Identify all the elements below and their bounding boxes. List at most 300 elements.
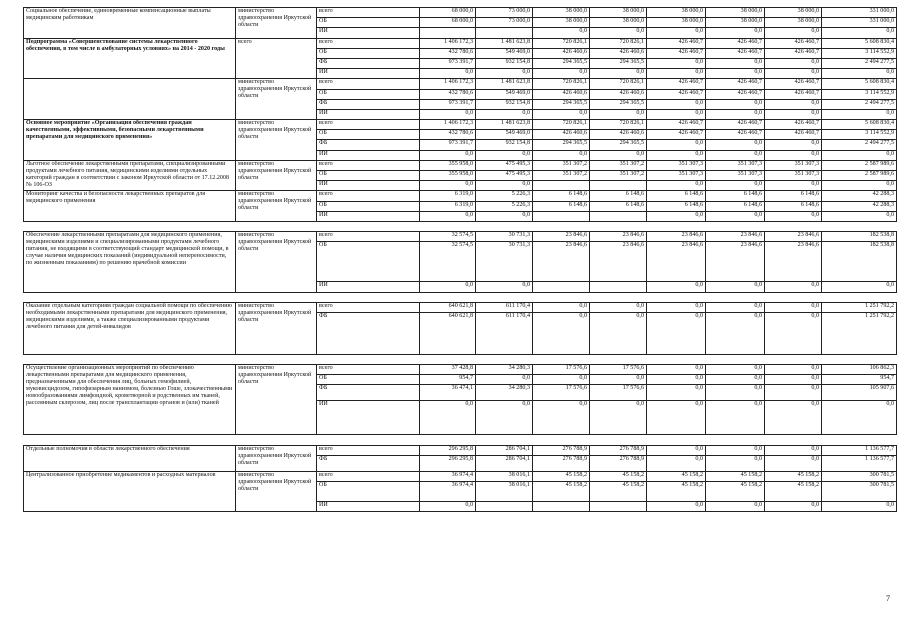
total-value: 300 781,5 (822, 471, 897, 481)
year-value: 426 460,6 (533, 130, 590, 140)
year-value: 6 148,6 (647, 191, 706, 201)
table-row (24, 471, 897, 481)
year-value: 0,0 (765, 401, 822, 435)
year-value: 611 170,4 (476, 312, 533, 354)
total-value: 0,0 (822, 28, 897, 38)
year-value: 0,0 (706, 99, 765, 109)
year-value: 6 148,6 (765, 191, 822, 201)
year-value: 6 148,6 (533, 201, 590, 211)
year-value: 475 495,3 (476, 171, 533, 181)
funding-source: всего (317, 445, 420, 455)
year-value: 23 846,6 (765, 232, 822, 242)
year-value (590, 502, 647, 512)
year-value: 426 460,7 (706, 48, 765, 58)
funding-source: ИИ (317, 181, 420, 191)
funding-source: ИИ (317, 150, 420, 160)
year-value: 45 158,2 (533, 471, 590, 481)
funding-source: ОБ (317, 130, 420, 140)
year-value: 954,7 (420, 375, 476, 385)
year-value (476, 28, 533, 38)
year-value: 0,0 (706, 181, 765, 191)
year-value: 0,0 (647, 385, 706, 401)
year-value: 0,0 (533, 109, 590, 119)
table-row (24, 38, 897, 48)
year-value: 6 148,6 (706, 201, 765, 211)
year-value: 296 295,8 (420, 455, 476, 471)
funding-source: ОБ (317, 18, 420, 28)
total-value: 3 114 552,9 (822, 48, 897, 58)
year-value: 30 731,3 (476, 232, 533, 242)
year-value: 0,0 (647, 502, 706, 512)
total-value: 0,0 (822, 69, 897, 79)
total-value: 3 114 552,9 (822, 130, 897, 140)
total-value: 42 288,3 (822, 201, 897, 211)
funding-source: ОБ (317, 89, 420, 99)
year-value: 0,0 (647, 181, 706, 191)
year-value: 296 295,8 (420, 445, 476, 455)
year-value: 351 307,3 (765, 171, 822, 181)
total-value: 0,0 (822, 109, 897, 119)
year-value: 1 481 623,8 (476, 120, 533, 130)
group-separator (24, 292, 897, 302)
year-value: 0,0 (765, 445, 822, 455)
year-value: 0,0 (765, 109, 822, 119)
year-value: 0,0 (420, 181, 476, 191)
year-value: 426 460,7 (765, 48, 822, 58)
year-value: 276 788,9 (590, 445, 647, 455)
year-value: 0,0 (765, 282, 822, 292)
year-value: 38 016,1 (476, 471, 533, 481)
year-value: 0,0 (647, 109, 706, 119)
table-row (24, 120, 897, 130)
year-value: 23 846,6 (765, 242, 822, 282)
responsible-executor: всего (236, 38, 317, 79)
year-value: 0,0 (420, 211, 476, 221)
group-separator (24, 435, 897, 445)
funding-source: всего (317, 191, 420, 201)
funding-source: ИИ (317, 69, 420, 79)
measure-name: Мониторинг качества и безопасности лекарственных препаратов для медицинского применения (24, 191, 236, 222)
year-value: 0,0 (765, 58, 822, 68)
year-value: 0,0 (476, 181, 533, 191)
year-value: 0,0 (706, 140, 765, 150)
year-value: 0,0 (420, 502, 476, 512)
year-value: 426 460,7 (765, 38, 822, 48)
funding-source: ОБ (317, 48, 420, 58)
funding-source: ИИ (317, 28, 420, 38)
responsible-executor: министерство здравоохранения Иркутской области (236, 120, 317, 161)
year-value: 0,0 (590, 109, 647, 119)
year-value: 0,0 (706, 109, 765, 119)
year-value: 23 846,6 (647, 232, 706, 242)
year-value: 38 000,0 (590, 8, 647, 18)
year-value: 0,0 (765, 150, 822, 160)
funding-source: ОБ (317, 242, 420, 282)
year-value: 426 460,6 (590, 130, 647, 140)
year-value: 23 846,6 (706, 242, 765, 282)
table-row (24, 191, 897, 201)
year-value: 45 158,2 (706, 471, 765, 481)
year-value: 0,0 (765, 69, 822, 79)
year-value: 0,0 (533, 312, 590, 354)
year-value: 23 846,6 (533, 242, 590, 282)
total-value: 0,0 (822, 150, 897, 160)
measure-name: Основное мероприятие «Организация обеспечения граждан качественными, эффективными, безопасными лекарственными препаратами для медицинского применения» (24, 120, 236, 161)
year-value: 475 495,3 (476, 160, 533, 170)
year-value: 6 148,6 (765, 201, 822, 211)
funding-source: ФБ (317, 58, 420, 68)
year-value: 426 460,7 (706, 120, 765, 130)
year-value: 38 000,0 (647, 8, 706, 18)
year-value: 36 974,4 (420, 471, 476, 481)
year-value: 426 460,7 (765, 120, 822, 130)
year-value: 0,0 (765, 375, 822, 385)
funding-source: всего (317, 302, 420, 312)
year-value: 45 158,2 (647, 482, 706, 502)
year-value: 286 704,1 (476, 445, 533, 455)
funding-source: ФБ (317, 455, 420, 471)
year-value: 0,0 (476, 401, 533, 435)
responsible-executor: министерство здравоохранения Иркутской области (236, 445, 317, 471)
year-value: 0,0 (533, 69, 590, 79)
year-value: 0,0 (647, 150, 706, 160)
year-value: 17 576,6 (590, 385, 647, 401)
table-row (24, 302, 897, 312)
year-value: 45 158,2 (647, 471, 706, 481)
year-value: 1 481 623,8 (476, 79, 533, 89)
year-value: 68 000,0 (420, 18, 476, 28)
year-value: 0,0 (647, 69, 706, 79)
year-value: 0,0 (590, 69, 647, 79)
year-value: 17 576,6 (590, 365, 647, 375)
year-value: 973 391,7 (420, 99, 476, 109)
year-value: 932 154,8 (476, 140, 533, 150)
year-value: 23 846,6 (590, 232, 647, 242)
year-value: 720 826,1 (533, 38, 590, 48)
year-value: 426 460,7 (647, 120, 706, 130)
year-value: 1 481 623,8 (476, 38, 533, 48)
year-value: 0,0 (765, 99, 822, 109)
year-value (533, 502, 590, 512)
funding-source: ОБ (317, 482, 420, 502)
year-value: 0,0 (533, 150, 590, 160)
year-value: 351 307,2 (533, 160, 590, 170)
year-value (533, 181, 590, 191)
year-value: 38 016,1 (476, 482, 533, 502)
year-value: 6 319,0 (420, 201, 476, 211)
year-value: 0,0 (706, 58, 765, 68)
group-separator (24, 354, 897, 364)
year-value: 0,0 (590, 302, 647, 312)
year-value: 351 307,3 (706, 160, 765, 170)
funding-source: ИИ (317, 502, 420, 512)
year-value: 549 469,0 (476, 48, 533, 58)
funding-source: всего (317, 160, 420, 170)
year-value: 640 621,8 (420, 312, 476, 354)
year-value: 34 280,3 (476, 365, 533, 375)
total-value: 0,0 (822, 502, 897, 512)
funding-source: ОБ (317, 201, 420, 211)
funding-source: всего (317, 38, 420, 48)
measure-name: Подпрограмма «Совершенствование системы лекарственного обеспечения, в том числе в амбулаторных условиях» на 2014 - 2020 годы (24, 38, 236, 79)
year-value: 0,0 (706, 302, 765, 312)
total-value: 106 862,3 (822, 365, 897, 375)
year-value: 294 365,5 (590, 140, 647, 150)
year-value: 0,0 (647, 211, 706, 221)
year-value: 276 788,9 (590, 455, 647, 471)
year-value: 45 158,2 (765, 471, 822, 481)
year-value (533, 282, 590, 292)
year-value: 0,0 (706, 365, 765, 375)
year-value: 0,0 (647, 365, 706, 375)
year-value: 720 826,1 (590, 38, 647, 48)
year-value (590, 282, 647, 292)
funding-source: ФБ (317, 385, 420, 401)
year-value: 45 158,2 (590, 471, 647, 481)
year-value: 0,0 (647, 312, 706, 354)
year-value: 38 000,0 (706, 18, 765, 28)
total-value: 300 781,5 (822, 482, 897, 502)
year-value: 0,0 (706, 375, 765, 385)
year-value: 0,0 (420, 282, 476, 292)
year-value: 0,0 (590, 401, 647, 435)
year-value: 36 474,1 (420, 385, 476, 401)
year-value: 426 460,6 (533, 89, 590, 99)
year-value: 0,0 (533, 401, 590, 435)
total-value: 0,0 (822, 401, 897, 435)
funding-source: ОБ (317, 171, 420, 181)
year-value: 1 406 172,3 (420, 38, 476, 48)
year-value: 38 000,0 (765, 18, 822, 28)
year-value: 276 788,9 (533, 455, 590, 471)
year-value: 0,0 (765, 140, 822, 150)
total-value: 2 494 277,5 (822, 140, 897, 150)
funding-source: всего (317, 120, 420, 130)
responsible-executor: министерство здравоохранения Иркутской области (236, 191, 317, 222)
year-value: 23 846,6 (533, 232, 590, 242)
funding-source: ИИ (317, 211, 420, 221)
year-value: 426 460,6 (590, 89, 647, 99)
year-value: 38 000,0 (533, 8, 590, 18)
year-value: 36 974,4 (420, 482, 476, 502)
year-value: 0,0 (706, 211, 765, 221)
year-value: 0,0 (420, 69, 476, 79)
funding-source: ФБ (317, 312, 420, 354)
year-value: 0,0 (765, 28, 822, 38)
year-value: 0,0 (765, 312, 822, 354)
measure-name: Обеспечение лекарственными препаратами для медицинского применения, медицинскими изделиями и специализированными продуктами лечебного питания, не входящими в соответствующий стандарт медицинской помощи, в случае наличия медицинских показаний (индивидуальной непереносимости, по жизненным показаниям) по решению врачебной комиссии (24, 232, 236, 292)
year-value: 32 574,5 (420, 232, 476, 242)
year-value: 426 460,7 (647, 89, 706, 99)
separator-cell (24, 435, 897, 445)
year-value: 0,0 (765, 385, 822, 401)
table-row (24, 445, 897, 455)
year-value: 294 365,5 (533, 58, 590, 68)
year-value: 0,0 (590, 375, 647, 385)
year-value: 294 365,5 (533, 99, 590, 109)
total-value: 3 114 552,9 (822, 89, 897, 99)
year-value: 294 365,5 (533, 140, 590, 150)
year-value: 0,0 (533, 375, 590, 385)
year-value: 1 406 172,3 (420, 79, 476, 89)
table-row (24, 79, 897, 89)
funding-source: всего (317, 365, 420, 375)
year-value: 0,0 (765, 502, 822, 512)
year-value: 720 826,1 (590, 120, 647, 130)
year-value: 73 000,0 (476, 8, 533, 18)
funding-source: всего (317, 79, 420, 89)
year-value: 0,0 (706, 69, 765, 79)
year-value: 0,0 (647, 401, 706, 435)
group-separator (24, 221, 897, 231)
year-value: 0,0 (765, 302, 822, 312)
year-value: 549 469,0 (476, 89, 533, 99)
measure-name: Осуществление организационных мероприятий по обеспечению лекарственными препаратами для медицинского применения, предназначенными для обеспечения лиц, больных гемофилией, муковисцидозом, гипофизарным нанизмом, болезнью Гоше, злокачественными новообразованиями лимфоидной, кроветворной и родственных им тканей, рассеянным склерозом, лиц после трансплантации органов и (или) тканей (24, 365, 236, 435)
year-value: 426 460,7 (647, 79, 706, 89)
year-value: 0,0 (420, 401, 476, 435)
total-value: 2 587 989,6 (822, 171, 897, 181)
year-value: 351 307,2 (590, 160, 647, 170)
year-value: 23 846,6 (647, 242, 706, 282)
year-value: 34 280,3 (476, 385, 533, 401)
year-value: 38 000,0 (590, 18, 647, 28)
total-value: 331 000,0 (822, 8, 897, 18)
year-value: 6 148,6 (647, 201, 706, 211)
measure-name: Оказание отдельным категориям граждан социальной помощи по обеспечению необходимыми лекарственными препаратами для медицинского применения, медицинскими изделиями, а также специализированными продуктами лечебного питания для детей-инвалидов (24, 302, 236, 354)
year-value: 294 365,5 (590, 99, 647, 109)
year-value: 355 958,0 (420, 171, 476, 181)
separator-cell (24, 354, 897, 364)
year-value: 426 460,7 (765, 79, 822, 89)
total-value: 1 136 577,7 (822, 445, 897, 455)
year-value: 0,0 (533, 302, 590, 312)
year-value: 17 576,6 (533, 365, 590, 375)
financing-table (23, 7, 897, 512)
year-value: 0,0 (706, 150, 765, 160)
year-value: 5 226,3 (476, 201, 533, 211)
year-value: 0,0 (647, 58, 706, 68)
year-value (420, 28, 476, 38)
year-value: 0,0 (476, 150, 533, 160)
page-number: 7 (886, 594, 890, 603)
year-value: 973 391,7 (420, 140, 476, 150)
year-value: 0,0 (647, 455, 706, 471)
year-value: 45 158,2 (590, 482, 647, 502)
funding-source: ФБ (317, 99, 420, 109)
year-value (533, 211, 590, 221)
year-value: 720 826,1 (590, 79, 647, 89)
total-value: 331 000,0 (822, 18, 897, 28)
year-value: 6 148,6 (590, 201, 647, 211)
year-value: 276 788,9 (533, 445, 590, 455)
total-value: 5 608 830,4 (822, 38, 897, 48)
year-value: 640 621,8 (420, 302, 476, 312)
year-value: 611 170,4 (476, 302, 533, 312)
year-value: 432 780,6 (420, 130, 476, 140)
year-value: 351 307,3 (647, 160, 706, 170)
total-value: 0,0 (822, 211, 897, 221)
year-value: 0,0 (476, 109, 533, 119)
funding-source: ОБ (317, 375, 420, 385)
funding-source: ИИ (317, 282, 420, 292)
funding-source: всего (317, 8, 420, 18)
total-value: 2 494 277,5 (822, 58, 897, 68)
total-value: 2 587 989,6 (822, 160, 897, 170)
year-value: 0,0 (647, 99, 706, 109)
funding-source: всего (317, 471, 420, 481)
year-value: 294 365,5 (590, 58, 647, 68)
year-value: 426 460,6 (533, 48, 590, 58)
year-value: 17 576,6 (533, 385, 590, 401)
year-value: 38 000,0 (706, 8, 765, 18)
year-value: 426 460,7 (765, 89, 822, 99)
year-value: 38 000,0 (533, 18, 590, 28)
year-value: 0,0 (476, 282, 533, 292)
responsible-executor: министерство здравоохранения Иркутской области (236, 8, 317, 39)
year-value: 0,0 (590, 28, 647, 38)
year-value: 426 460,7 (647, 130, 706, 140)
total-value: 5 608 830,4 (822, 120, 897, 130)
responsible-executor: министерство здравоохранения Иркутской области (236, 160, 317, 191)
year-value: 32 574,5 (420, 242, 476, 282)
year-value: 0,0 (706, 502, 765, 512)
year-value: 45 158,2 (765, 482, 822, 502)
year-value: 5 226,3 (476, 191, 533, 201)
year-value: 0,0 (706, 445, 765, 455)
funding-source: ИИ (317, 109, 420, 119)
year-value: 426 460,7 (706, 130, 765, 140)
responsible-executor: министерство здравоохранения Иркутской области (236, 302, 317, 354)
year-value: 37 428,8 (420, 365, 476, 375)
year-value: 0,0 (706, 385, 765, 401)
year-value: 0,0 (590, 150, 647, 160)
separator-cell (24, 221, 897, 231)
year-value: 0,0 (476, 211, 533, 221)
year-value: 0,0 (420, 109, 476, 119)
funding-source: всего (317, 232, 420, 242)
year-value: 351 307,3 (706, 171, 765, 181)
year-value: 351 307,3 (647, 171, 706, 181)
year-value: 932 154,8 (476, 58, 533, 68)
year-value: 6 148,6 (590, 191, 647, 201)
responsible-executor: министерство здравоохранения Иркутской области (236, 365, 317, 435)
total-value: 1 251 792,2 (822, 312, 897, 354)
table-row (24, 8, 897, 18)
measure-name: Социальное обеспечение, единовременные компенсационные выплаты медицинским работникам (24, 8, 236, 39)
year-value: 38 000,0 (765, 8, 822, 18)
year-value: 23 846,6 (590, 242, 647, 282)
table-row (24, 232, 897, 242)
year-value: 23 846,6 (706, 232, 765, 242)
total-value: 954,7 (822, 375, 897, 385)
measure-name (24, 79, 236, 120)
total-value: 182 538,8 (822, 242, 897, 282)
year-value: 0,0 (706, 282, 765, 292)
measure-name: Отдельные полномочия в области лекарственного обеспечения (24, 445, 236, 471)
year-value: 0,0 (765, 455, 822, 471)
year-value: 426 460,7 (706, 89, 765, 99)
year-value: 351 307,2 (533, 171, 590, 181)
year-value: 0,0 (647, 282, 706, 292)
total-value: 0,0 (822, 282, 897, 292)
year-value: 73 000,0 (476, 18, 533, 28)
year-value: 720 826,1 (533, 79, 590, 89)
year-value: 0,0 (476, 69, 533, 79)
year-value: 426 460,7 (647, 38, 706, 48)
year-value: 351 307,2 (590, 171, 647, 181)
responsible-executor: министерство здравоохранения Иркутской области (236, 471, 317, 511)
total-value: 5 608 830,4 (822, 79, 897, 89)
